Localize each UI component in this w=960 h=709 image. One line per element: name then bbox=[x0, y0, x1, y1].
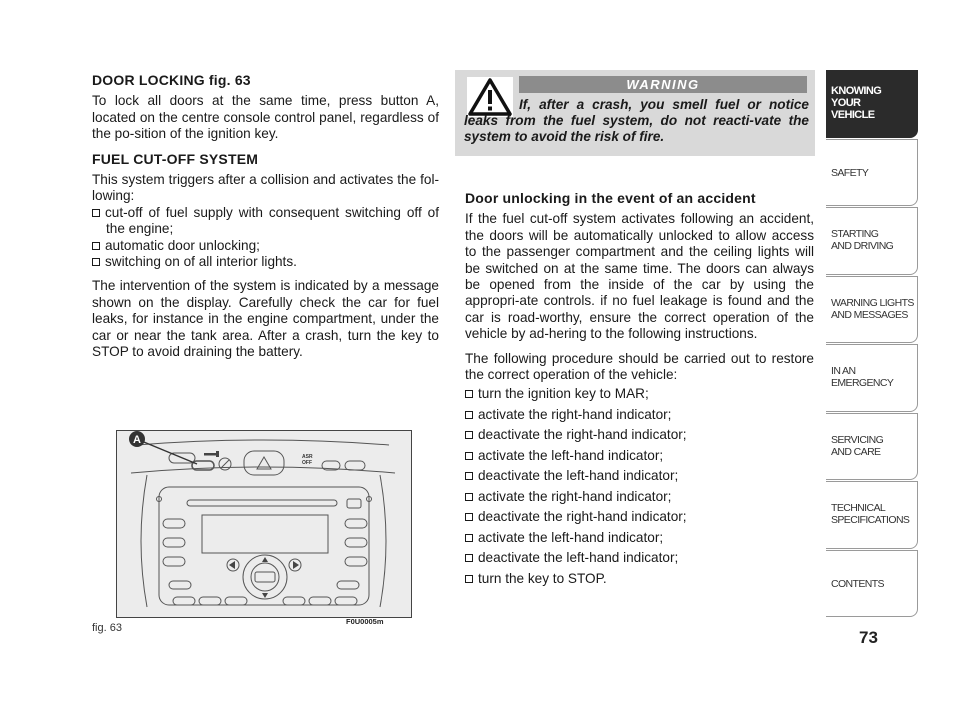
tab-label: KNOWING YOUR VEHICLE bbox=[831, 85, 882, 121]
fuel-cutoff-text: The intervention of the system is indicated by a message shown on the display. Carefully check the car for fuel leaks, for instance in the engine compartment, under the car or near the tank area. After a crash, turn the key to STOP to avoid draining the battery. bbox=[92, 278, 439, 360]
checkbox-bullet-icon bbox=[465, 411, 473, 419]
list-item: turn the ignition key to MAR; bbox=[465, 386, 814, 402]
figure-63-console-panel bbox=[116, 430, 412, 618]
list-item: deactivate the left-hand indicator; bbox=[465, 468, 814, 484]
checkbox-bullet-icon bbox=[465, 575, 473, 583]
right-column bbox=[465, 190, 814, 595]
list-item: activate the right-hand indicator; bbox=[465, 407, 814, 423]
warning-header: WARNING bbox=[519, 76, 807, 93]
door-unlocking-heading: Door unlocking in the event of an accident bbox=[465, 190, 756, 206]
checkbox-bullet-icon bbox=[465, 554, 473, 562]
warning-text: If, after a crash, you smell fuel or notice leaks from the fuel system, do not reacti-vate the system to avoid the risk of fire. bbox=[464, 97, 809, 145]
tab-label: WARNING LIGHTS AND MESSAGES bbox=[831, 296, 914, 321]
checkbox-bullet-icon bbox=[465, 431, 473, 439]
marker-a-label: A bbox=[133, 434, 141, 446]
checkbox-bullet-icon bbox=[465, 472, 473, 480]
list-item: automatic door unlocking; bbox=[92, 238, 439, 254]
checkbox-bullet-icon bbox=[92, 258, 100, 266]
tab-label: STARTING AND DRIVING bbox=[831, 228, 894, 252]
tab-knowing-your-vehicle[interactable] bbox=[826, 70, 918, 138]
figure-caption: fig. 63 bbox=[92, 622, 122, 634]
tab-warning-lights-and-messages[interactable] bbox=[826, 276, 918, 344]
list-item: cut-off of fuel supply with consequent switching off of the engine; bbox=[92, 205, 439, 238]
door-locking-heading: DOOR LOCKING fig. 63 bbox=[92, 72, 251, 88]
checkbox-bullet-icon bbox=[92, 209, 100, 217]
door-unlocking-text: If the fuel cut-off system activates following an accident, the doors will be automatically unlocked to allow access to the passenger compartment and the ceiling lights will be switched on at the same time. The doors can always be opened from the inside of the car by using the appropri-ate controls. if no fuel leakage is found and the car is road-worthy, ensure the correct operation of the vehicle by ad-hering to the following instructions. bbox=[465, 211, 814, 342]
tab-label: CONTENTS bbox=[831, 577, 884, 590]
figure-code: F0U0005m bbox=[346, 617, 384, 626]
tab-in-an-emergency[interactable] bbox=[826, 344, 918, 412]
chapter-tabs bbox=[826, 70, 918, 618]
list-item: deactivate the right-hand indicator; bbox=[465, 427, 814, 443]
list-item: deactivate the left-hand indicator; bbox=[465, 550, 814, 566]
warning-box bbox=[455, 70, 815, 156]
off-label: OFF bbox=[302, 460, 312, 466]
list-item: activate the left-hand indicator; bbox=[465, 530, 814, 546]
list-item: switching on of all interior lights. bbox=[92, 254, 439, 270]
checkbox-bullet-icon bbox=[465, 534, 473, 542]
page-number: 73 bbox=[859, 628, 878, 647]
checkbox-bullet-icon bbox=[465, 513, 473, 521]
tab-safety[interactable] bbox=[826, 139, 918, 207]
tab-label: SAFETY bbox=[831, 166, 869, 179]
checkbox-bullet-icon bbox=[92, 242, 100, 250]
procedure-intro: The following procedure should be carried out to restore the correct operation of the vehicle: bbox=[465, 350, 814, 383]
list-item: deactivate the right-hand indicator; bbox=[465, 509, 814, 525]
fuel-cutoff-intro: This system triggers after a collision and activates the fol-lowing: bbox=[92, 172, 439, 204]
fuel-cutoff-list bbox=[92, 205, 439, 271]
procedure-steps bbox=[465, 386, 814, 587]
door-locking-text: To lock all doors at the same time, press button A, located on the centre console control panel, regardless of the po-sition of the ignition key. bbox=[92, 93, 439, 142]
tab-servicing-and-care[interactable] bbox=[826, 413, 918, 481]
list-item: activate the left-hand indicator; bbox=[465, 448, 814, 464]
checkbox-bullet-icon bbox=[465, 493, 473, 501]
tab-technical-specifications[interactable] bbox=[826, 481, 918, 549]
tab-label: TECHNICAL SPECIFICATIONS bbox=[831, 502, 910, 526]
asr-label: ASR bbox=[302, 454, 313, 460]
fuel-cutoff-heading: FUEL CUT-OFF SYSTEM bbox=[92, 150, 259, 167]
tab-starting-and-driving[interactable] bbox=[826, 207, 918, 275]
console-panel-drawing bbox=[117, 431, 410, 616]
checkbox-bullet-icon bbox=[465, 390, 473, 398]
left-column bbox=[92, 72, 439, 369]
list-item: activate the right-hand indicator; bbox=[465, 489, 814, 505]
tab-label: IN AN EMERGENCY bbox=[831, 365, 894, 389]
tab-label: SERVICING AND CARE bbox=[831, 433, 884, 458]
checkbox-bullet-icon bbox=[465, 452, 473, 460]
list-item: turn the key to STOP. bbox=[465, 571, 814, 587]
tab-contents[interactable] bbox=[826, 550, 918, 618]
